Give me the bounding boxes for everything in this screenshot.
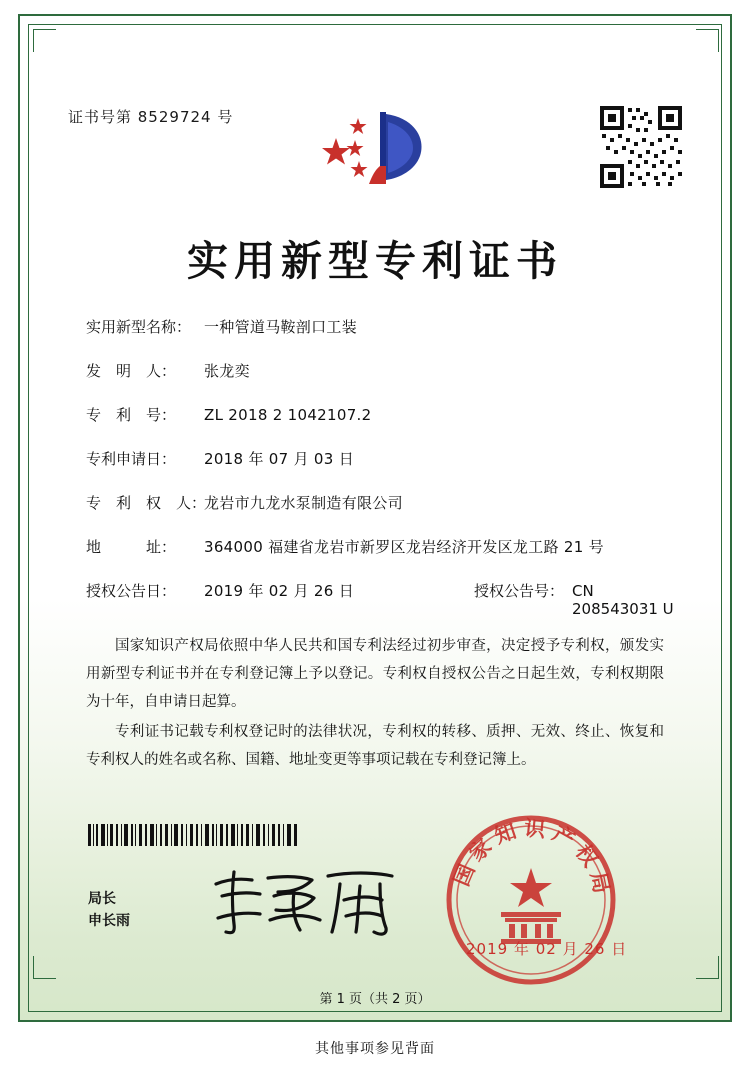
handwritten-signature (208, 862, 408, 942)
legal-text (86, 632, 664, 776)
field-row-utility-model-name (86, 316, 676, 337)
corner-ornament-bottom-left (33, 956, 56, 979)
field-label: 专利申请日： (86, 450, 177, 468)
field-label: 专 利 权 人： (86, 494, 207, 512)
field-label-announcement-number: 授权公告号： (474, 582, 565, 600)
qr-code (598, 104, 684, 190)
director-block (88, 888, 130, 932)
field-row-application-date (86, 448, 676, 469)
barcode (88, 824, 300, 846)
field-value-announcement-number: CN 208543031 U (572, 582, 674, 618)
field-row-inventor (86, 360, 676, 381)
director-name: 申长雨 (88, 913, 130, 929)
footer-note: 其他事项参见背面 (315, 1041, 435, 1057)
field-label-announcement-date: 授权公告日： (86, 582, 177, 600)
page-title: 实用新型专利证书 (187, 237, 563, 285)
field-value: 一种管道马鞍剖口工装 (204, 318, 358, 336)
certificate-fields (86, 316, 676, 641)
field-value: ZL 2018 2 1042107.2 (204, 406, 372, 424)
page-number: 第 1 页（共 2 页） (319, 992, 431, 1007)
field-row-patentee (86, 492, 676, 513)
field-value: 2018 年 07 月 03 日 (204, 450, 354, 468)
field-label: 地 址： (86, 538, 177, 556)
field-value: 张龙奕 (204, 362, 250, 380)
field-row-patent-number (86, 404, 676, 425)
svg-text:国家知识产权局: 国家知识产权局 (449, 816, 616, 902)
official-seal (443, 812, 619, 988)
field-row-address (86, 536, 676, 557)
corner-ornament-top-right (696, 29, 719, 52)
legal-paragraph-2: 专利证书记载专利权登记时的法律状况，专利权的转移、质押、无效、终止、恢复和专利权人的姓名或名称、国籍、地址变更等事项记载在专利登记簿上。 (86, 724, 664, 768)
legal-paragraph-1: 国家知识产权局依照中华人民共和国专利法经过初步审查，决定授予专利权，颁发实用新型专利证书并在专利登记簿上予以登记。专利权自授权公告之日起生效，专利权期限为十年，自申请日起算。 (86, 638, 664, 710)
seal-date: 2019 年 02 月 26 日 (466, 940, 628, 958)
certificate-number: 证书号第 8529724 号 (68, 108, 234, 126)
cnipa-logo (322, 104, 432, 194)
corner-ornament-bottom-right (696, 956, 719, 979)
field-value: 龙岩市九龙水泵制造有限公司 (204, 494, 403, 512)
field-label: 专 利 号： (86, 406, 177, 424)
corner-ornament-top-left (33, 29, 56, 52)
field-label: 发 明 人： (86, 362, 177, 380)
director-title: 局长 (88, 891, 116, 907)
field-row-announcement (86, 580, 676, 618)
field-value-announcement-date: 2019 年 02 月 26 日 (204, 582, 354, 600)
field-value: 364000 福建省龙岩市新罗区龙岩经济开发区龙工路 21 号 (204, 538, 604, 556)
field-label: 实用新型名称： (86, 318, 192, 336)
